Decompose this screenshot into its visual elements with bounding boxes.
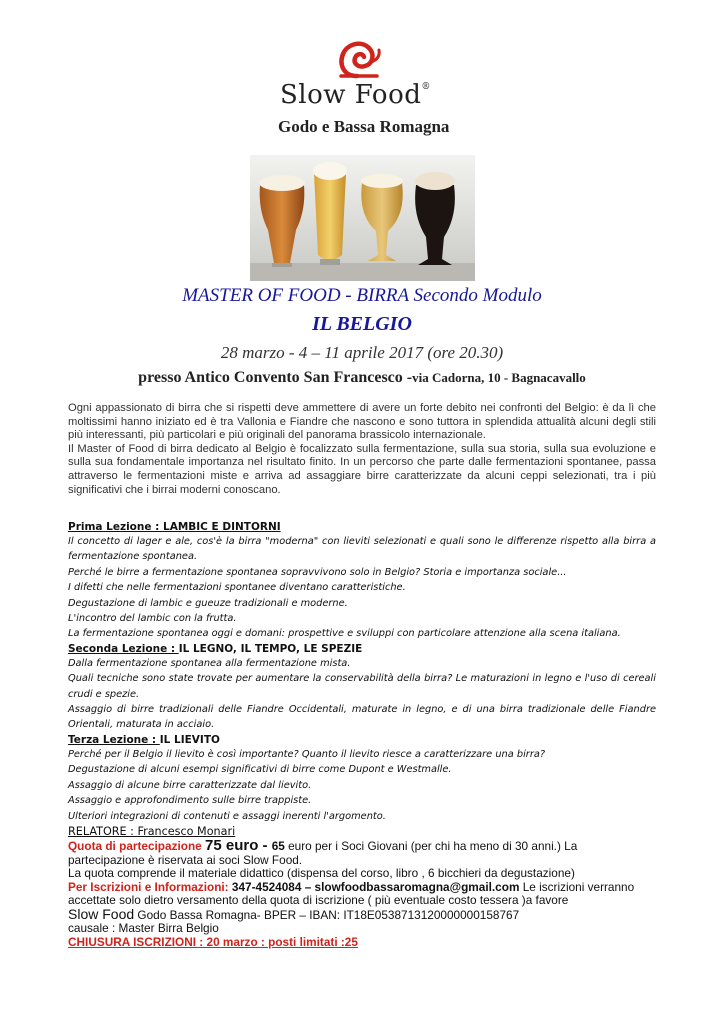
speaker: RELATORE : Francesco Monari [68,824,236,838]
intro-paragraph: Il Master of Food di birra dedicato al Belgio è focalizzato sulla fermentazione, sulla sua storia, sulla sua evoluzione e sulla sua fondamentale importanza nel risultato finito. In un percorso che parte dalle fermentazioni spontanee, passa attraverso le fermentazioni miste e arriva ad assaggiare birre caratterizzate da alcuni ceppi selezionati, tra i più significativi che i birrai moderni conoscano. [68,442,656,496]
registration-deadline: CHIUSURA ISCRIZIONI : 20 marzo : posti limitati :25 [68,935,358,950]
intro-paragraph: Ogni appassionato di birra che si rispetti deve ammettere di avere un forte debito nei confronti del Belgio: è da lì che moltissimi hanno iniziato ed è tra Vallonia e Fiandre che nascono e sono tuttora in splendida attualità alcuni degli stili più interessanti, più particolari e più originali del panorama brassicolo internazionale. [68,402,656,442]
lesson-item: Assaggio di alcune birre caratterizzate dal lievito. [68,779,312,791]
lesson-item: Quali tecniche sono state trovate per aumentare la conservabilità della birra? Le maturazioni in legno e l'uso di cereali crudi e spezie. [68,673,656,700]
registration-info: Per Iscrizioni e Informazioni: 347-4524084 – slowfoodbassaromagna@gmail.com Le iscrizioni verranno accettate solo dietro versamento della quota di iscrizione ( più eventuale costo tessera )a favore [68,879,635,908]
lesson-item: Perché le birre a fermentazione spontanea sopravvivono solo in Belgio? Storia e importanza sociale... [68,566,567,578]
lesson-item: Degustazione di lambic e gueuze tradizionali e moderne. [68,597,348,609]
snail-icon [335,36,383,80]
lesson-item: Il concetto di lager e ale, cos'è la birra "moderna" con lieviti selezionati e quali sono le differenze rispetto alla birra a fermentazione spontanea. [68,536,656,563]
lessons-section [68,520,656,950]
intro-text [68,402,656,497]
course-venue: presso Antico Convento San Francesco -via Cadorna, 10 - Bagnacavallo [138,369,586,386]
course-subject: IL BELGIO [312,313,412,335]
logo-title: Slow Food® [280,80,431,110]
lesson-3-title: Terza Lezione : IL LIEVITO [68,733,220,746]
payment-causale: causale : Master Birra Belgio [68,921,219,936]
course-title: MASTER OF FOOD - BIRRA Secondo Modulo [182,285,542,306]
fee-includes: La quota comprende il materiale didattico (dispensa del corso, libro , 6 bicchieri da degustazione) [68,866,575,881]
beer-glasses-photo [250,155,475,281]
lesson-1-title: Prima Lezione : LAMBIC E DINTORNI [68,521,281,533]
lesson-item: L'incontro del lambic con la frutta. [68,613,237,625]
lesson-item: La fermentazione spontanea oggi e domani: prospettive e sviluppi con particolare attenzione alla scena italiana. [68,628,621,640]
lesson-item: Assaggio di birre tradizionali delle Fiandre Occidentali, maturate in legno, e di una birra tradizionale delle Fiandre Orientali, maturata in acciaio. [68,704,656,731]
logo-subtitle: Godo e Bassa Romagna [278,117,450,136]
lesson-item: Degustazione di alcuni esempi significativi di birre come Dupont e Westmalle. [68,764,452,776]
course-dates: 28 marzo - 4 – 11 aprile 2017 (ore 20.30) [220,343,504,362]
slow-food-logo [270,36,470,140]
lesson-item: Dalla fermentazione spontanea alla fermentazione mista. [68,657,351,669]
lesson-item: I difetti che nelle fermentazioni spontanee diventano caratteristiche. [68,582,406,594]
contact-link[interactable]: 347-4524084 – slowfoodbassaromagna@gmail.com [231,879,520,894]
payment-info: Slow Food Godo Bassa Romagna- BPER – IBAN: IT18E0538713120000000158767 [68,905,520,922]
lesson-2-title: Seconda Lezione : IL LEGNO, IL TEMPO, LE SPEZIE [68,642,363,655]
lesson-item: Ulteriori integrazioni di contenuti e assaggi inerenti l'argomento. [68,810,386,822]
fee-info: Quota di partecipazione 75 euro - 65 euro per i Soci Giovani (per chi ha meno di 30 anni.) La partecipazione è riservata ai soci Slow Food. [68,836,578,867]
lesson-item: Assaggio e approfondimento sulle birre trappiste. [68,795,312,807]
lesson-item: Perché per il Belgio il lievito è così importante? Quanto il lievito riesce a caratterizzare una birra? [68,748,546,760]
